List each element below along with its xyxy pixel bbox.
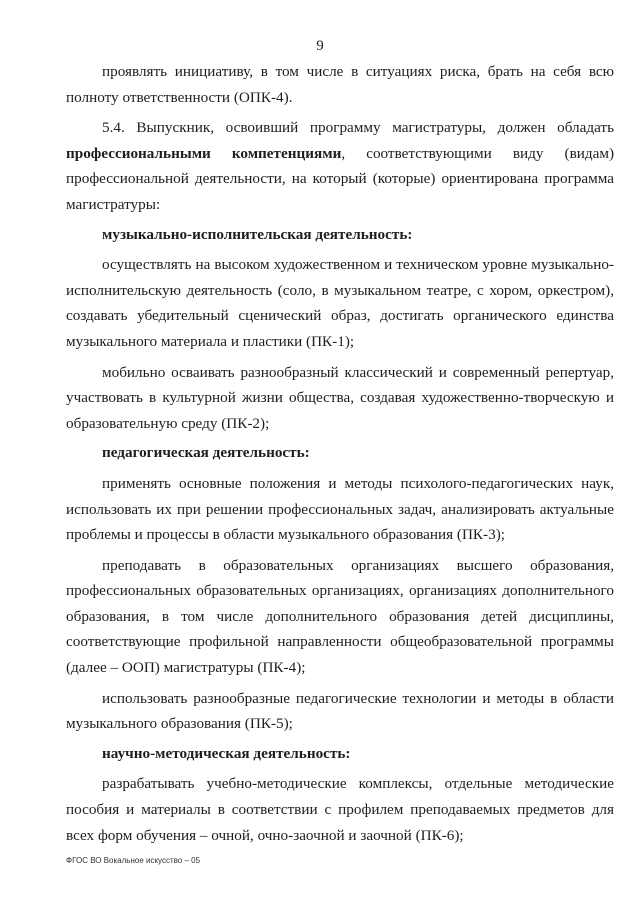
section-5-4-intro: 5.4. Выпускник, освоивший программу магистратуры, должен обладать <box>102 119 614 137</box>
paragraph-pk6: разрабатывать учебно-методические комплексы, отдельные методические пособия и материалы в соответствии с профилем преподаваемых предметов для всех форм обучения – очной, очно-заочной и заочной (ПК-6); <box>66 775 614 844</box>
paragraph-pk2: мобильно осваивать разнообразный классический и современный репертуар, участвовать в культурной жизни общества, создавая художественно-творческую и образовательную среду (ПК-2); <box>66 363 614 432</box>
document-body <box>66 59 614 848</box>
section-5-4-rest: , соответствующими виду (видам) профессиональной деятельности, на который (которые) ориентирована программа магистратуры: <box>66 144 615 213</box>
heading-musical-performance: музыкально-исполнительская деятельность: <box>102 225 413 243</box>
footer-standard-label: ФГОС ВО Вокальное искусство – 05 <box>66 856 201 865</box>
paragraph-pk5: использовать разнообразные педагогические технологии и методы в области музыкального образования (ПК-5); <box>66 689 614 733</box>
paragraph-pk4: преподавать в образовательных организациях высшего образования, профессиональных образовательных организациях, организациях дополнительного образования, в том числе дополнительного образования детей дисциплины, соответствующие профильной направленности общеобразовательной программы (далее – ООП) магистратуры (ПК-4); <box>66 556 614 677</box>
professional-competencies-term: профессиональными компетенциями <box>66 144 342 162</box>
paragraph-pk3: применять основные положения и методы психолого-педагогических наук, использовать их при решении профессиональных задач, анализировать актуальные проблемы и процессы в области музыкального образования (ПК-3); <box>66 474 614 544</box>
paragraph-section-5-4 <box>66 115 614 217</box>
page-number: 9 <box>316 38 324 54</box>
heading-scientific-methodical: научно-методическая деятельность: <box>102 744 351 762</box>
paragraph-pk1: осуществлять на высоком художественном и техническом уровне музыкально-исполнительскую деятельность (соло, в музыкальном театре, с хором, оркестром), создавать убедительный сценический образ, достигать органического единства музыкального материала и пластики (ПК-1); <box>66 256 614 350</box>
heading-pedagogical: педагогическая деятельность: <box>102 444 310 462</box>
paragraph-opk4: проявлять инициативу, в том числе в ситуациях риска, брать на себя всю полноту ответственности (ОПК-4). <box>66 63 614 106</box>
